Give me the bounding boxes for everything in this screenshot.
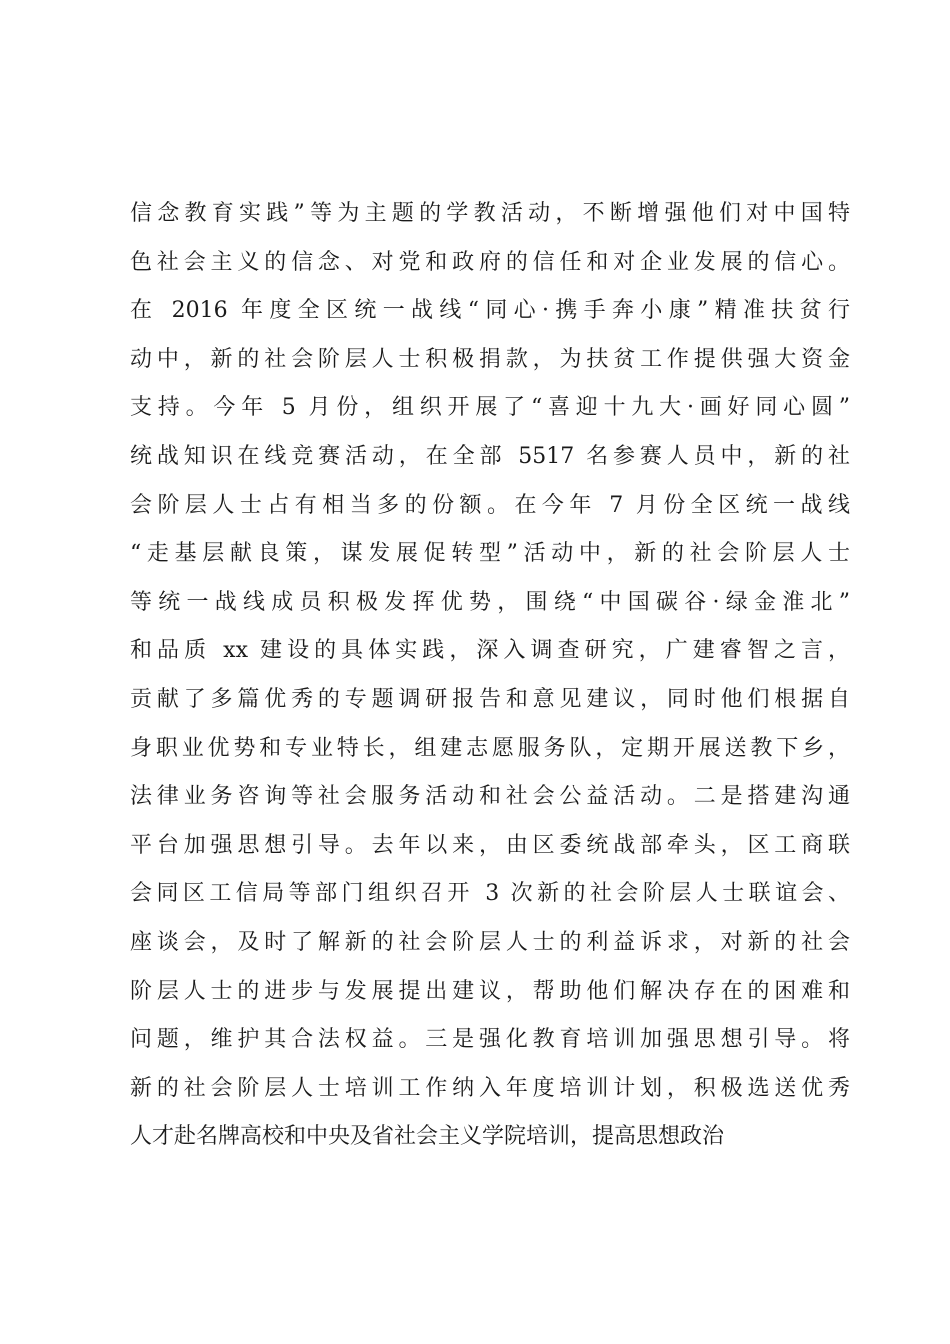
text-line-17: 阶层人士的进步与发展提出建议，帮助他们解决存在的困难和 <box>130 978 850 1004</box>
text-line-20: 人才赴名牌高校和中央及省社会主义学院培训，提高思想政治 <box>130 1124 725 1150</box>
text-line-4: 动中，新的社会阶层人士积极捐款，为扶贫工作提供强大资金 <box>130 346 850 372</box>
text-line-16: 座谈会，及时了解新的社会阶层人士的利益诉求，对新的社会 <box>130 929 850 955</box>
text-line-5: 支持。今年 5 月份，组织开展了“喜迎十九大·画好同心圆” <box>130 395 850 421</box>
text-line-8: “走基层献良策，谋发展促转型”活动中，新的社会阶层人士 <box>130 541 850 567</box>
text-line-3: 在 2016 年度全区统一战线“同心·携手奔小康”精准扶贫行 <box>130 298 850 324</box>
text-line-11: 贡献了多篇优秀的专题调研报告和意见建议，同时他们根据自 <box>130 686 850 712</box>
text-line-7: 会阶层人士占有相当多的份额。在今年 7 月份全区统一战线 <box>130 492 850 518</box>
text-line-1: 信念教育实践”等为主题的学教活动，不断增强他们对中国特 <box>130 201 850 226</box>
text-line-10: 和品质 xx 建设的具体实践，深入调查研究，广建睿智之言， <box>130 638 850 664</box>
text-line-19: 新的社会阶层人士培训工作纳入年度培训计划，积极选送优秀 <box>130 1075 850 1101</box>
text-line-12: 身职业优势和专业特长，组建志愿服务队，定期开展送教下乡， <box>130 735 850 761</box>
text-line-13: 法律业务咨询等社会服务活动和社会公益活动。二是搭建沟通 <box>130 784 850 810</box>
text-line-18: 问题，维护其合法权益。三是强化教育培训加强思想引导。将 <box>130 1027 850 1053</box>
text-line-15: 会同区工信局等部门组织召开 3 次新的社会阶层人士联谊会、 <box>130 881 850 907</box>
text-line-9: 等统一战线成员积极发挥优势，围绕“中国碳谷·绿金淮北” <box>130 589 850 615</box>
text-line-6: 统战知识在线竞赛活动，在全部 5517 名参赛人员中，新的社 <box>130 443 850 469</box>
body-text <box>130 190 850 1162</box>
text-line-14: 平台加强思想引导。去年以来，由区委统战部牵头，区工商联 <box>130 832 850 858</box>
text-line-2: 色社会主义的信念、对党和政府的信任和对企业发展的信心。 <box>130 249 850 275</box>
